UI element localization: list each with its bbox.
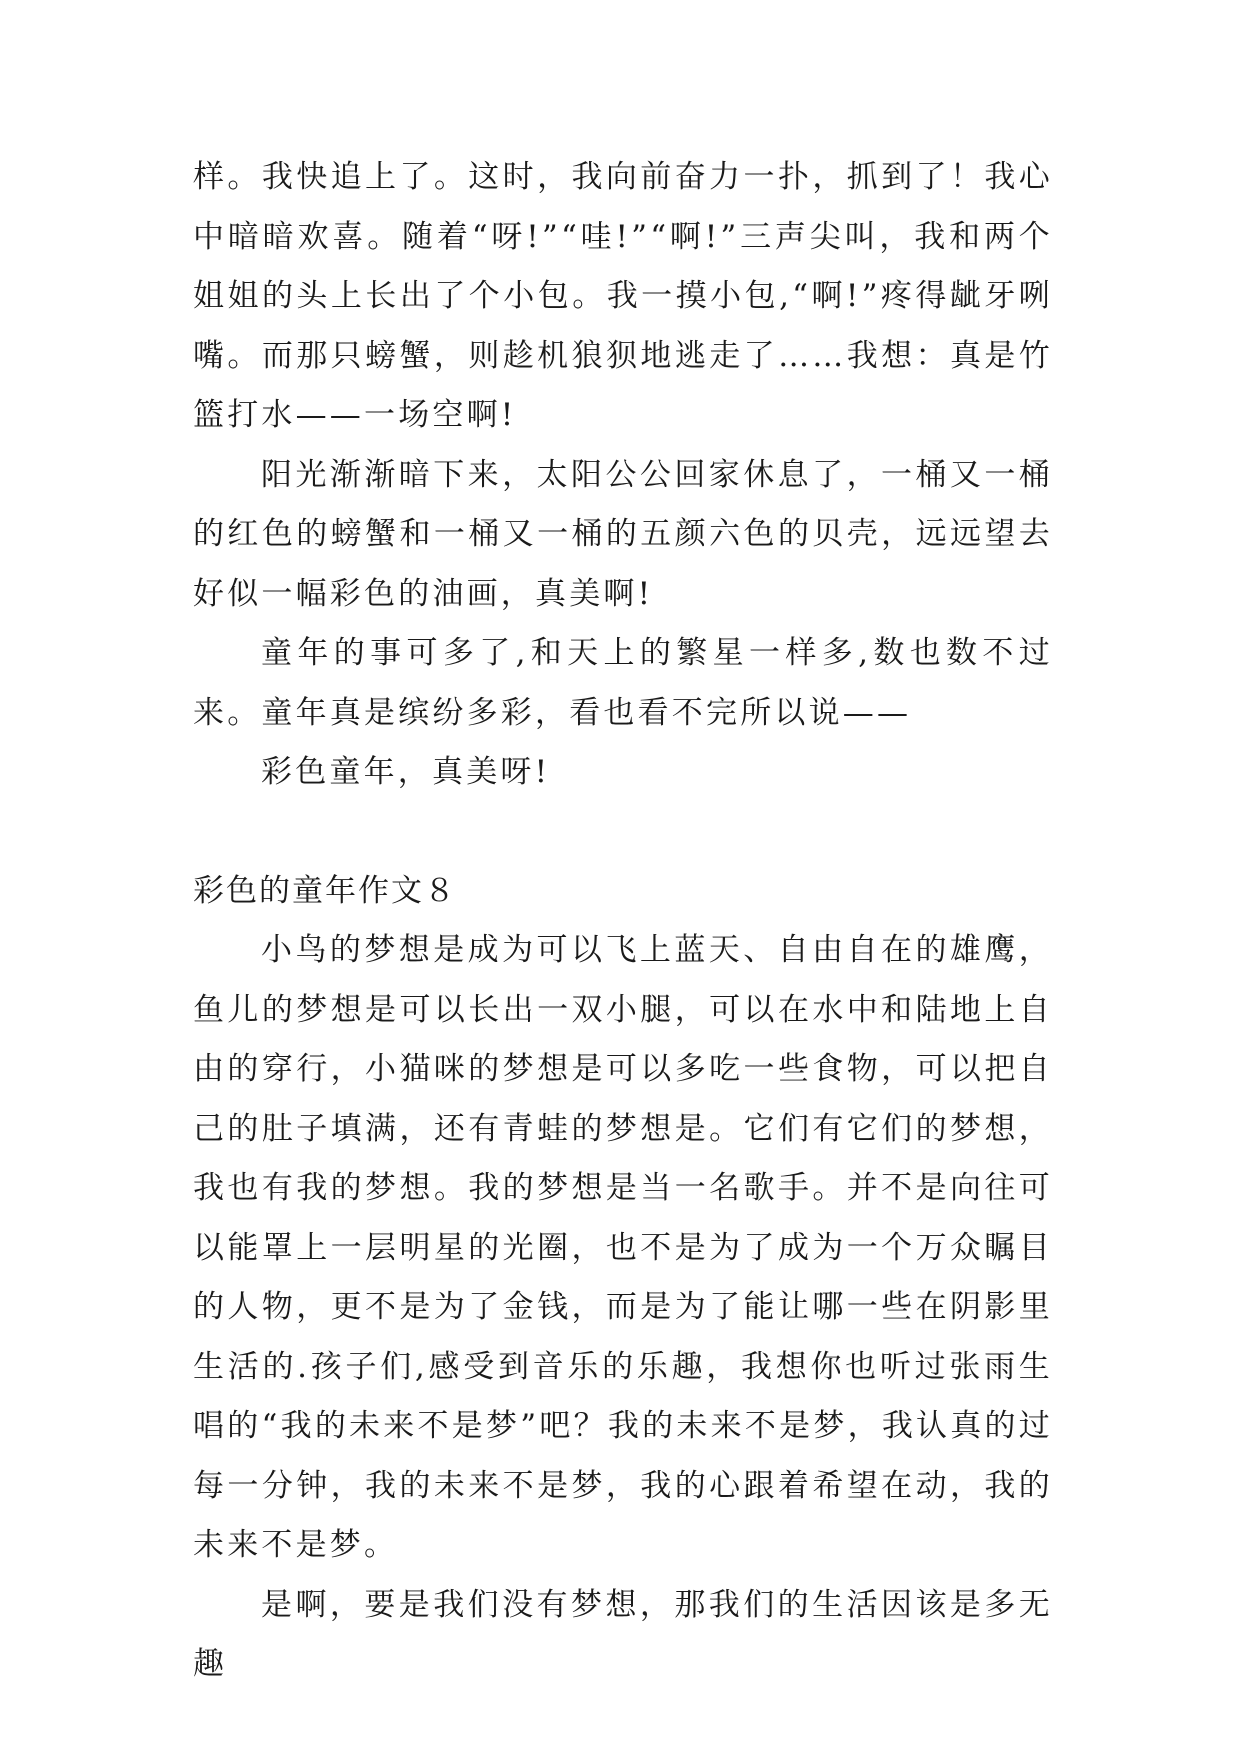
paragraph-5: 小鸟的梦想是成为可以飞上蓝天、自由自在的雄鹰，鱼儿的梦想是可以长出一双小腿，可以在水中和陆地上自由的穿行，小猫咪的梦想是可以多吃一些食物，可以把自己的肚子填满，还有青蛙的梦想是。它们有它们的梦想，我也有我的梦想。我的梦想是当一名歌手。并不是向往可以能罩上一层明星的光圈，也不是为了成为一个万众瞩目的人物，更不是为了金钱，而是为了能让哪一些在阴影里生活的.孩子们,感受到音乐的乐趣，我想你也听过张雨生唱的“我的未来不是梦”吧？我的未来不是梦，我认真的过每一分钟，我的未来不是梦，我的心跟着希望在动，我的未来不是梦。 — [193, 932, 1053, 1563]
paragraph-4: 彩色童年，真美呀! — [261, 754, 551, 790]
document-page — [193, 148, 1053, 1695]
paragraph-2: 阳光渐渐暗下来，太阳公公回家休息了，一桶又一桶的红色的螃蟹和一桶又一桶的五颜六色的贝壳，远远望去好似一幅彩色的油画，真美啊! — [193, 456, 1053, 612]
paragraph-1: 样。我快追上了。这时，我向前奋力一扑，抓到了！我心中暗暗欢喜。随着“呀!”“哇!”“啊!”三声尖叫，我和两个姐姐的头上长出了个小包。我一摸小包,“啊!”疼得龇牙咧嘴。而那只螃蟹，则趁机狼狈地逃走了……我想：真是竹篮打水——一场空啊! — [193, 159, 1053, 433]
paragraph-6: 是啊，要是我们没有梦想，那我们的生活因该是多无趣 — [193, 1586, 1053, 1682]
paragraph-3: 童年的事可多了,和天上的繁星一样多,数也数不过来。童年真是缤纷多彩，看也看不完所以说—— — [193, 635, 1053, 731]
section-heading: 彩色的童年作文８ — [193, 872, 457, 909]
